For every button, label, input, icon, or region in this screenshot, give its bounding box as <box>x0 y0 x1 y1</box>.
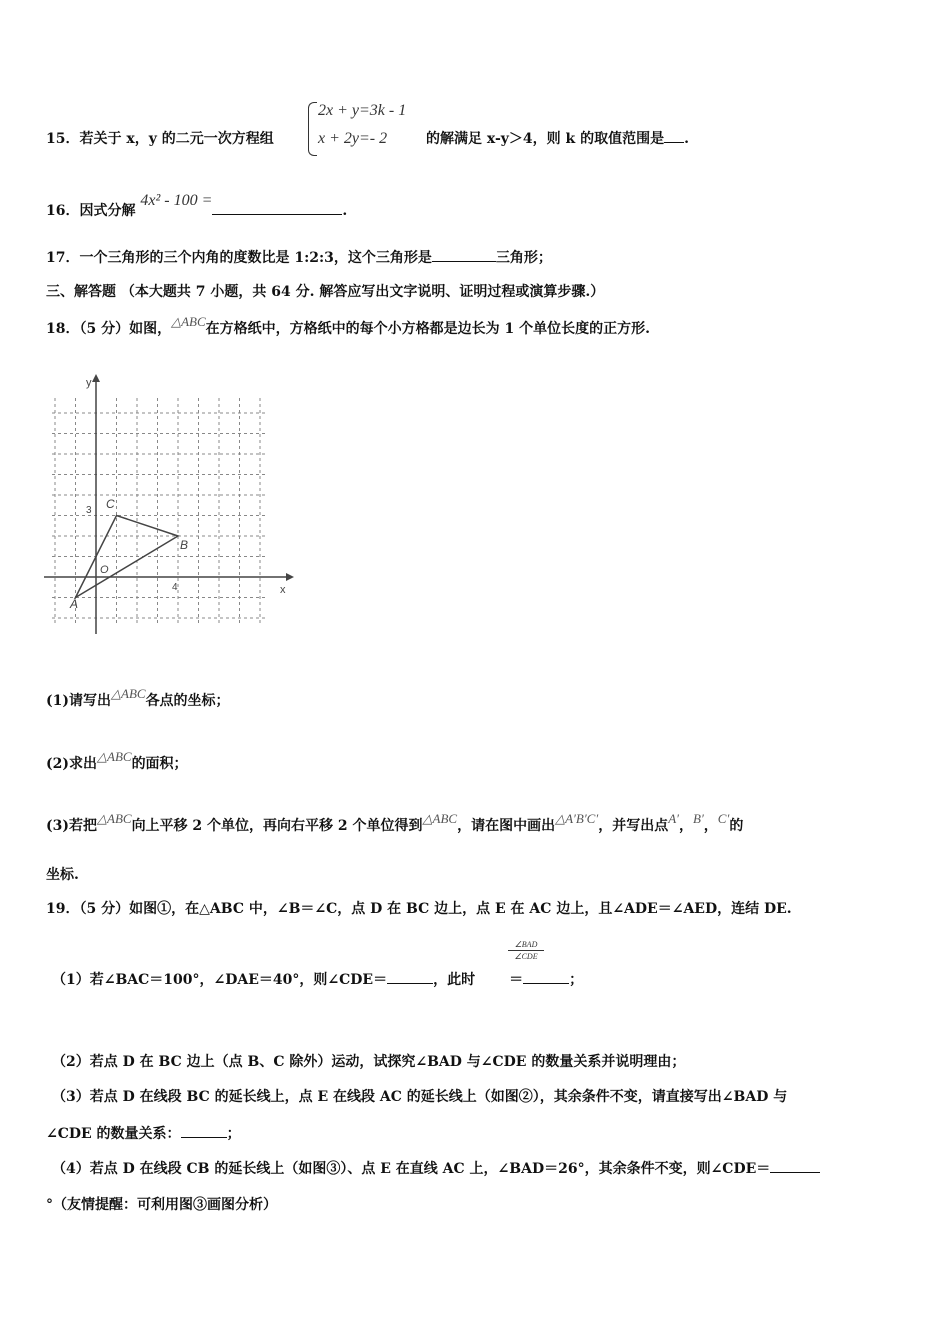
q16-expression: 4x² - 100 = <box>140 192 213 209</box>
equation-system <box>308 102 428 154</box>
y-axis-label: y <box>86 377 92 389</box>
q18-sub3-prefix: (3)若把 <box>46 818 97 834</box>
q18-sub1-triangle: △ABC <box>111 686 146 701</box>
q19-sub1-eq: ＝ <box>509 972 524 988</box>
q18-sub1 <box>46 686 230 710</box>
q15-end: . <box>684 131 689 147</box>
y-axis-arrow <box>92 374 100 382</box>
y-tick-3-label: 3 <box>86 505 92 516</box>
q19-sub4-line2: °（友情提醒：可利用图③画图分析） <box>46 1197 277 1213</box>
point-b-label: B <box>180 538 189 552</box>
q18-prefix: 18．（5 分）如图， <box>46 321 172 337</box>
q19-sub3-line1: （3）若点 D 在线段 BC 的延长线上，点 E 在线段 AC 的延长线上（如图②），其余条件不变，请直接写出∠BAD 与 <box>52 1089 788 1105</box>
grid-lines <box>52 398 266 624</box>
q19-sub1-end: ； <box>569 972 584 988</box>
x-axis-arrow <box>286 573 294 581</box>
q18-sub1-suffix: 各点的坐标； <box>145 693 230 709</box>
origin-label: O <box>100 564 109 576</box>
q15-answer-blank <box>664 140 684 143</box>
x-axis-label: x <box>280 584 286 596</box>
q18-triangle: △ABC <box>171 314 206 329</box>
question-15 <box>46 128 274 148</box>
q19-sub3-line2-text: ∠CDE 的数量关系： <box>46 1126 181 1142</box>
ratio-fraction <box>508 940 544 961</box>
q19-sub1-blank-1 <box>387 981 433 984</box>
q16-prefix: 16．因式分解 <box>46 203 136 219</box>
q18-sub3-point-c: C′ <box>717 811 730 826</box>
q18-sub2-suffix: 的面积； <box>131 756 188 772</box>
q19-sub4-blank <box>770 1170 820 1173</box>
q18-sub3-suffix: 的 <box>729 818 744 834</box>
section-3-title: 三、解答题 <box>46 284 116 300</box>
q18-sub3-triangle-1: △ABC <box>97 811 132 826</box>
q18-sub3-point-b: B′ <box>693 811 704 826</box>
q19-sub1-mid: ，此时 <box>433 972 476 988</box>
q18-sub2-triangle: △ABC <box>97 749 132 764</box>
section-3-heading <box>46 281 604 301</box>
fraction-bar <box>508 950 544 951</box>
q18-sub2 <box>46 749 188 773</box>
q19-sub1-prefix: （1）若∠BAC＝100°，∠DAE＝40°，则∠CDE＝ <box>52 972 388 988</box>
q19-sub4-line1 <box>52 1158 820 1178</box>
q18-sub3: (3)若把△ABC向上平移 2 个单位，再向右平移 2 个单位得到△ABC，请在图中画出△A′B′C′，并写出点A′，B′，C′的 <box>46 811 744 834</box>
equation-2: x + 2y=- 2 <box>318 130 388 147</box>
q17-suffix: 三角形； <box>495 250 552 266</box>
q18-sub3-mid-2: ，请在图中画出 <box>457 818 556 834</box>
q15-prefix: 15．若关于 x，y 的二元一次方程组 <box>46 131 274 147</box>
q18-sub3-mid-1: 向上平移 2 个单位，再向右平移 2 个单位得到 <box>131 818 423 834</box>
q19-sub1 <box>52 969 583 989</box>
question-18 <box>46 314 651 338</box>
q17-prefix: 17．一个三角形的三个内角的度数比是 1:2:3，这个三角形是 <box>46 250 432 266</box>
point-c-label: C <box>106 497 115 511</box>
fraction-denominator: ∠CDE <box>514 952 538 961</box>
q19-sub3-end: ； <box>226 1126 241 1142</box>
q18-sub3-triangle-3: △A′B′C′ <box>555 811 599 826</box>
q15-suffix: 的解满足 x-y＞4，则 k 的取值范围是 <box>426 131 665 147</box>
q18-sub3-mid-3: ，并写出点 <box>598 818 669 834</box>
equation-1: 2x + y=3k - 1 <box>318 102 407 119</box>
q19-sub4-text: （4）若点 D 在线段 CB 的延长线上（如图③）、点 E 在直线 AC 上，∠BAD＝26°，其余条件不变，则∠CDE＝ <box>52 1161 771 1177</box>
q18-sub1-prefix: (1)请写出 <box>46 693 111 709</box>
q18-sub3-triangle-2: △ABC <box>422 811 458 826</box>
q18-sub3-continued: 坐标. <box>46 867 79 883</box>
q15-tail <box>426 128 689 148</box>
question-19: 19．（5 分）如图①，在△ABC 中，∠B＝∠C，点 D 在 BC 边上，点 E 在 AC 边上，且∠ADE＝∠AED，连结 DE. <box>46 901 792 917</box>
question-16 <box>46 192 348 220</box>
fraction-numerator: ∠BAD <box>514 940 538 949</box>
section-3-note: （本大题共 7 小题，共 64 分. 解答应写出文字说明、证明过程或演算步骤.） <box>120 284 605 300</box>
q19-sub3-line2 <box>46 1123 241 1143</box>
q18-suffix: 在方格纸中，方格纸中的每个小方格都是边长为 1 个单位长度的正方形. <box>205 321 651 337</box>
q19-sub2: （2）若点 D 在 BC 边上（点 B、C 除外）运动，试探究∠BAD 与∠CDE 的数量关系并说明理由； <box>52 1054 686 1070</box>
x-tick-4-label: 4 <box>172 582 178 593</box>
q18-sub2-prefix: (2)求出 <box>46 756 97 772</box>
system-brace <box>308 102 317 156</box>
question-17 <box>46 247 552 267</box>
q16-end: . <box>342 203 348 219</box>
q18-sub3-point-a: A′ <box>668 811 679 826</box>
point-a-label: A <box>70 597 79 611</box>
q19-sub3-blank <box>181 1135 227 1138</box>
q19-sub1-blank-2 <box>523 981 569 984</box>
q17-answer-blank <box>432 259 496 262</box>
q16-answer-blank <box>212 212 342 215</box>
coordinate-grid-figure <box>40 368 300 638</box>
